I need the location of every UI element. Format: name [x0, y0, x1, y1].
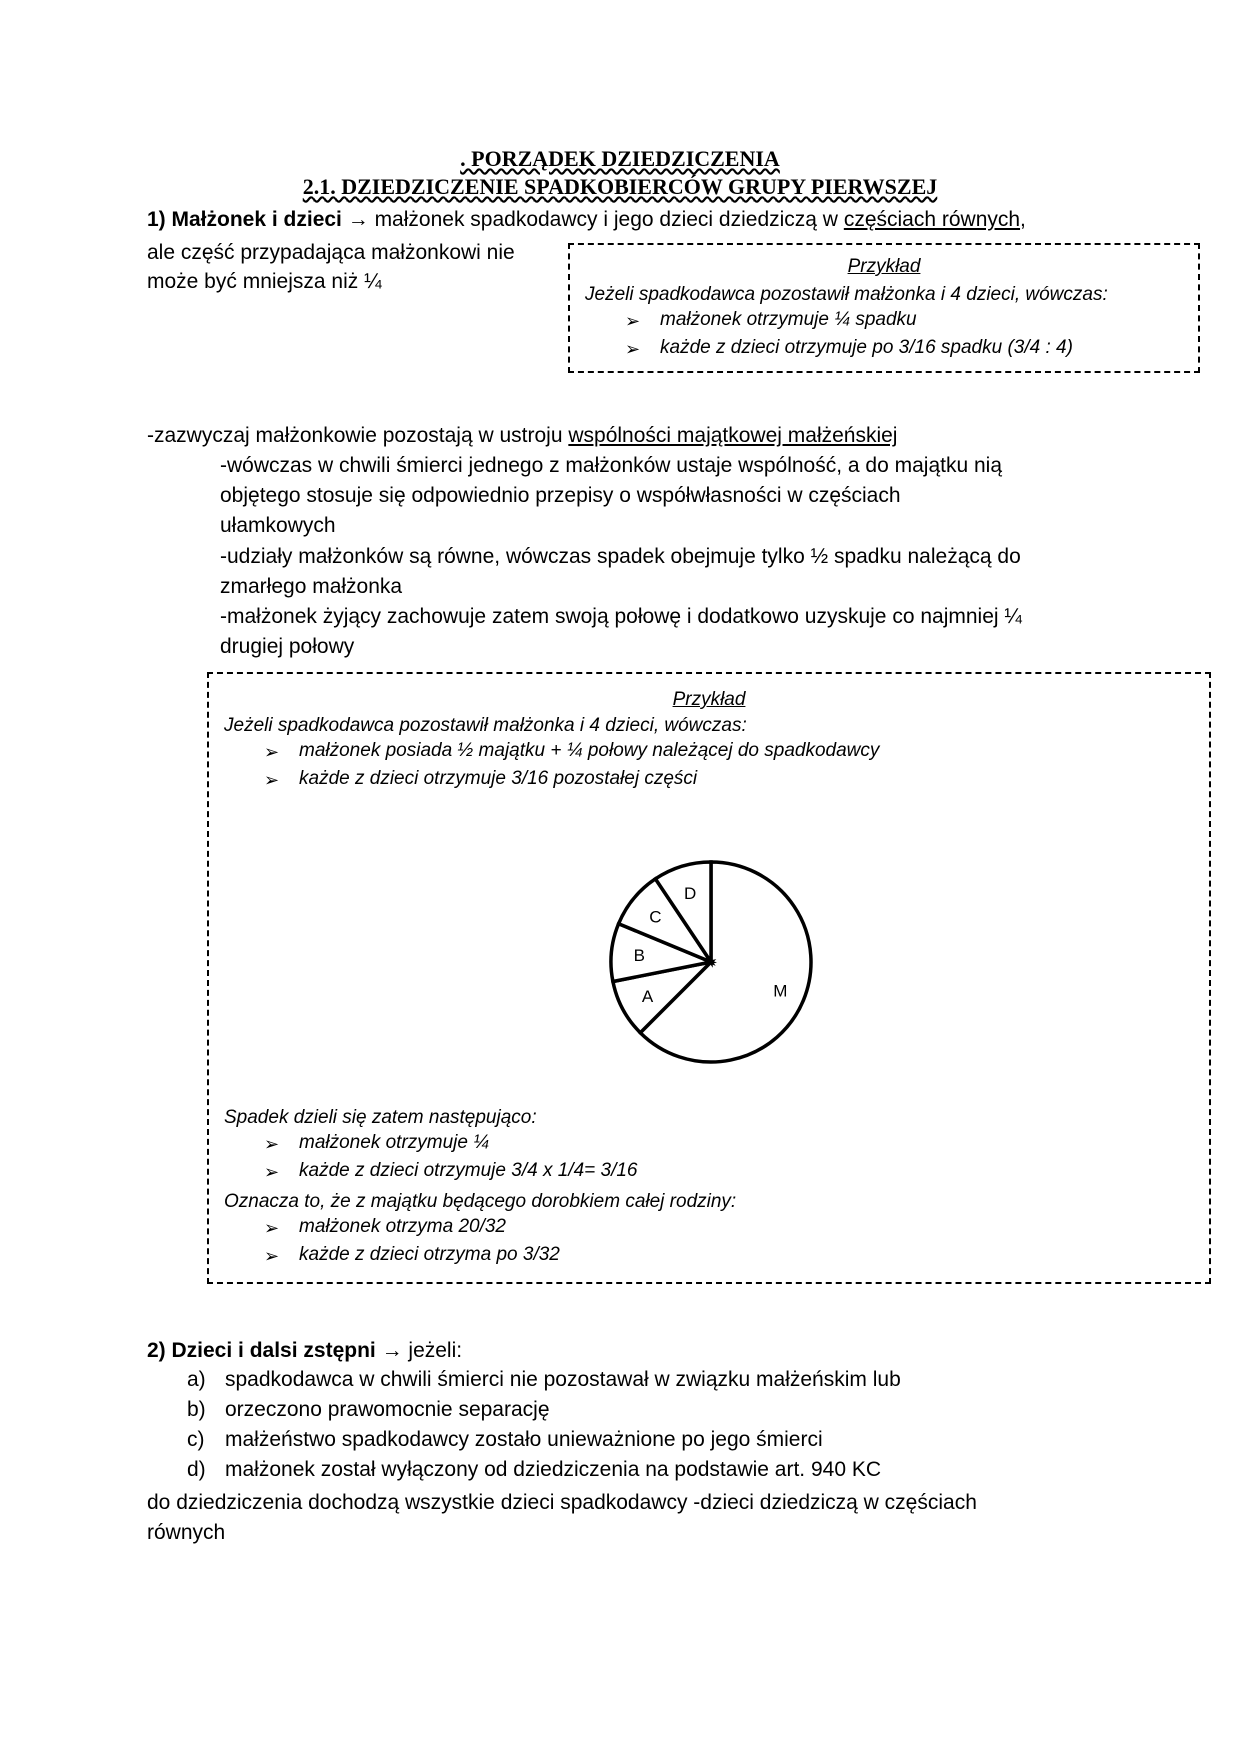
meaning-bullet: małżonek otrzyma 20/32 [299, 1216, 506, 1237]
arrow-icon: → [381, 1339, 403, 1362]
example-bullet: małżonek posiada ½ majątku + ¼ połowy należącej do spadkodawcy [299, 740, 880, 761]
section2-end2: równych [147, 1521, 226, 1544]
pie-label-M: M [773, 981, 788, 1001]
para-line3: objętego stosuje się odpowiednio przepisy o współwłasności w częściach [220, 484, 901, 507]
para-line4: ułamkowych [220, 514, 336, 537]
pie-label-A: A [641, 986, 654, 1006]
pie-label-C: C [649, 907, 662, 927]
section1-heading: 1) Małżonek i dzieci [147, 208, 342, 231]
section1-text: małżonek spadkodawcy i jego dzieci dziedziczą w [368, 208, 844, 231]
pie-label-B: B [633, 945, 646, 965]
bullet-arrow-icon: ➢ [264, 1134, 280, 1154]
bullet-arrow-icon: ➢ [264, 1218, 280, 1238]
section1-line1 [147, 205, 1026, 235]
summary-bullet: małżonek otrzymuje ¼ [299, 1132, 490, 1153]
list-marker: d) [187, 1458, 206, 1481]
section2-heading: 2) Dzieci i dalsi zstępni [147, 1339, 376, 1362]
example-box-1 [568, 243, 1200, 373]
example-bullet: małżonek otrzymuje ¼ spadku [660, 309, 917, 330]
meaning-intro: Oznacza to, że z majątku będącego dorobkiem całej rodziny: [224, 1191, 737, 1212]
section1-underlined: częściach równych [843, 208, 1021, 231]
para-line1-underlined: wspólności majątkowej małżeńskiej [568, 424, 898, 447]
para-line7: -małżonek żyjący zachowuje zatem swoją połowę i dodatkowo uzyskuje co najmniej ¼ [220, 605, 1022, 628]
para-line1 [147, 421, 897, 451]
section2-line1 [147, 1336, 462, 1366]
example-intro: Jeżeli spadkodawca pozostawił małżonka i 4 dzieci, wówczas: [224, 715, 747, 736]
para-line6: zmarłego małżonka [220, 575, 403, 598]
bullet-arrow-icon: ➢ [625, 339, 641, 359]
arrow-icon: → [347, 208, 369, 231]
section2-end1: do dziedziczenia dochodzą wszystkie dzieci spadkodawcy -dzieci dziedziczą w częściach [147, 1491, 977, 1514]
example-bullet: każde z dzieci otrzymuje 3/16 pozostałej części [299, 768, 698, 789]
section1-line3: może być mniejsza niż ¼ [147, 270, 382, 293]
example-bullet: każde z dzieci otrzymuje po 3/16 spadku (3/4 : 4) [660, 337, 1073, 358]
example-intro: Jeżeli spadkodawca pozostawił małżonka i 4 dzieci, wówczas: [585, 284, 1108, 305]
bullet-arrow-icon: ➢ [264, 1162, 280, 1182]
summary-intro: Spadek dzieli się zatem następująco: [224, 1107, 537, 1128]
list-item: małżeństwo spadkodawcy zostało unieważnione po jego śmierci [225, 1428, 823, 1451]
para-line2: -wówczas w chwili śmierci jednego z małżonków ustaje wspólność, a do majątku nią [220, 454, 1002, 477]
bullet-arrow-icon: ➢ [625, 311, 641, 331]
list-marker: a) [187, 1368, 206, 1391]
para-line5: -udziały małżonków są równe, wówczas spadek obejmuje tylko ½ spadku należącą do [220, 545, 1021, 568]
summary-bullet: każde z dzieci otrzymuje 3/4 x 1/4= 3/16 [299, 1160, 638, 1181]
example-label: Przykład [672, 689, 746, 710]
section2-after: jeżeli: [402, 1339, 463, 1362]
title-section: 2.1. DZIEDZICZENIE SPADKOBIERCÓW GRUPY PIERWSZEJ [302, 174, 938, 199]
section1-comma: , [1020, 208, 1026, 231]
list-marker: c) [187, 1428, 205, 1451]
para-line1-text: -zazwyczaj małżonkowie pozostają w ustroju [147, 424, 569, 447]
list-item: spadkodawca w chwili śmierci nie pozostawał w związku małżeńskim lub [225, 1368, 901, 1391]
example-box-2 [207, 672, 1211, 1284]
bullet-arrow-icon: ➢ [264, 1246, 280, 1266]
pie-label-D: D [683, 884, 697, 904]
title-main: . PORZĄDEK DZIEDZICZENIA [460, 146, 780, 171]
meaning-bullet: każde z dzieci otrzyma po 3/32 [299, 1244, 560, 1265]
example-label: Przykład [847, 256, 921, 277]
list-marker: b) [187, 1398, 206, 1421]
para-line8: drugiej połowy [220, 635, 355, 658]
bullet-arrow-icon: ➢ [264, 770, 280, 790]
section1-line2: ale część przypadająca małżonkowi nie [147, 241, 515, 264]
list-item: orzeczono prawomocnie separację [225, 1398, 550, 1421]
bullet-arrow-icon: ➢ [264, 742, 280, 762]
list-item: małżonek został wyłączony od dziedziczenia na podstawie art. 940 KC [225, 1458, 882, 1481]
